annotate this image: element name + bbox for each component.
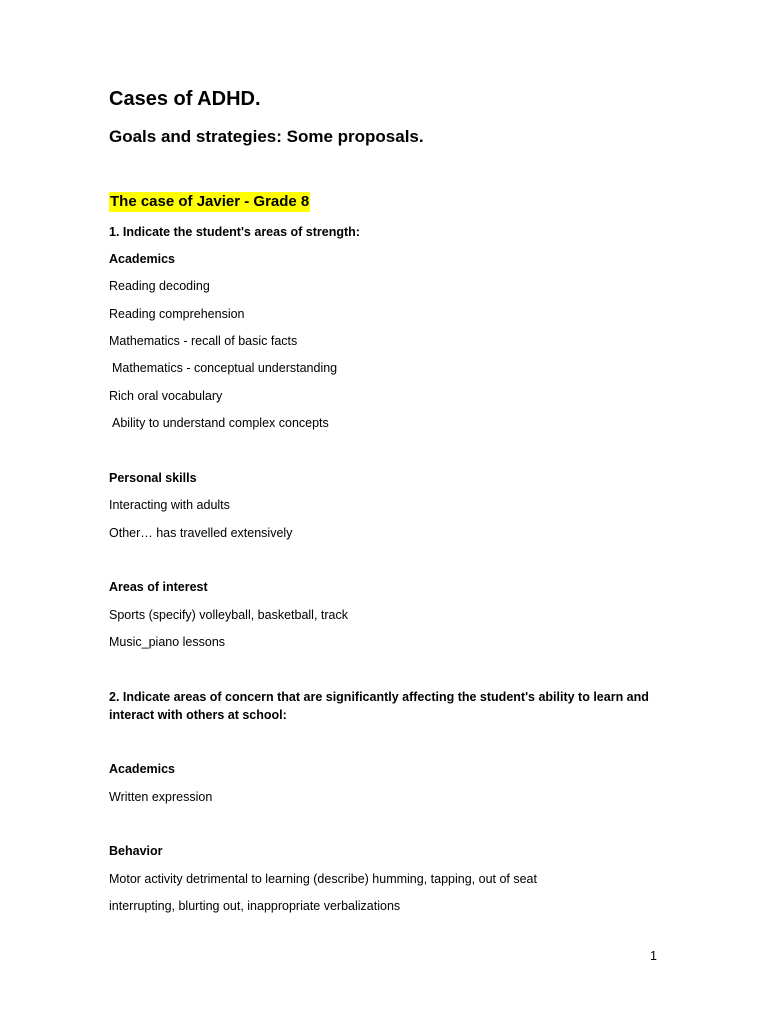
strength-item: Mathematics - conceptual understanding — [112, 361, 338, 375]
concern-item: Written expression — [109, 790, 213, 804]
strength-item: Mathematics - recall of basic facts — [109, 334, 298, 348]
document-title: Cases of ADHD. — [109, 88, 261, 110]
strength-item: Reading decoding — [109, 279, 210, 293]
section2-heading: 2. Indicate areas of concern that are significantly affecting the student's ability to learn and interact with others at school: — [109, 690, 649, 722]
document-subtitle: Goals and strategies: Some proposals. — [109, 127, 424, 146]
personal-skill-item: Other… has travelled extensively — [109, 526, 293, 540]
concerns-academics-heading: Academics — [109, 762, 176, 776]
behavior-heading: Behavior — [109, 844, 163, 858]
behavior-item: Motor activity detrimental to learning (describe) humming, tapping, out of seat — [109, 872, 537, 886]
page-number: 1 — [650, 949, 657, 963]
behavior-item: interrupting, blurting out, inappropriate verbalizations — [109, 899, 401, 913]
case-title-highlighted: The case of Javier - Grade 8 — [110, 193, 310, 210]
strength-item: Reading comprehension — [109, 307, 245, 321]
personal-skills-heading: Personal skills — [109, 471, 197, 485]
interest-item: Sports (specify) volleyball, basketball, track — [109, 608, 348, 622]
areas-of-interest-heading: Areas of interest — [109, 580, 208, 594]
section1-heading: 1. Indicate the student's areas of strength: — [109, 225, 360, 239]
strength-item: Ability to understand complex concepts — [112, 416, 329, 430]
personal-skill-item: Interacting with adults — [109, 498, 230, 512]
strengths-academics-heading: Academics — [109, 252, 176, 266]
strength-item: Rich oral vocabulary — [109, 389, 223, 403]
interest-item: Music_piano lessons — [109, 635, 226, 649]
